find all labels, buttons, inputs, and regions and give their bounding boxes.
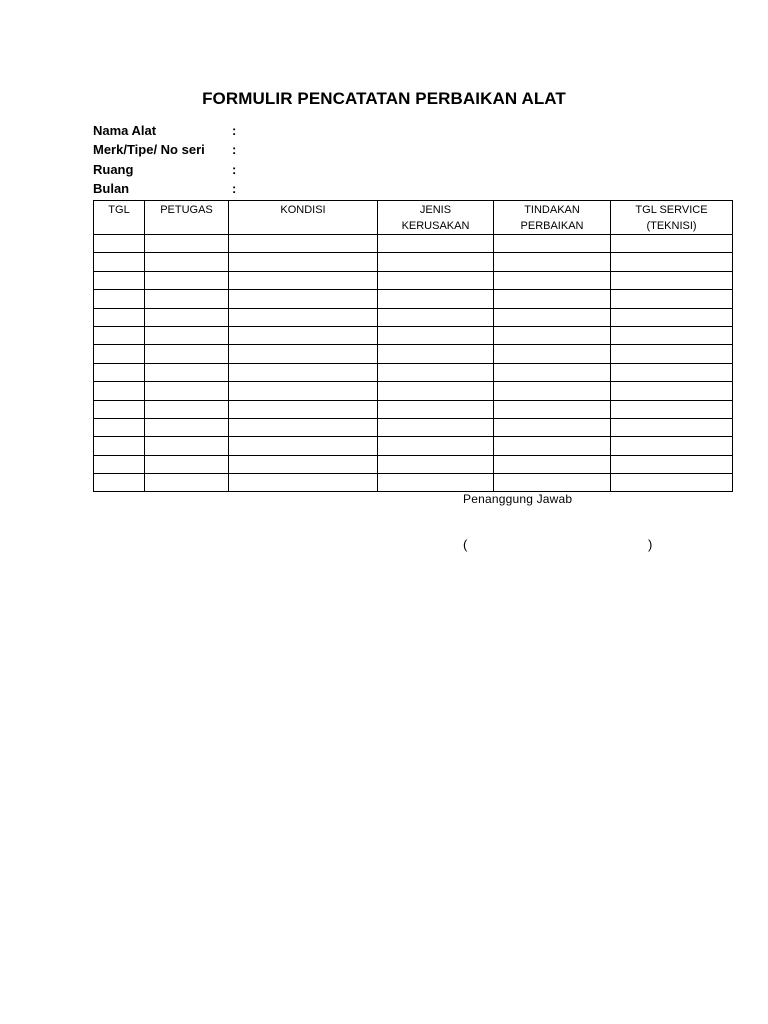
table-cell[interactable] xyxy=(94,345,145,363)
table-cell[interactable] xyxy=(229,271,378,289)
field-label: Nama Alat xyxy=(93,123,157,138)
table-row xyxy=(94,474,733,492)
table-cell[interactable] xyxy=(494,418,611,436)
table-cell[interactable] xyxy=(145,382,229,400)
table-cell[interactable] xyxy=(378,363,494,381)
form-title: FORMULIR PENCATATAN PERBAIKAN ALAT xyxy=(202,89,566,108)
table-cell[interactable] xyxy=(145,455,229,473)
table-cell[interactable] xyxy=(94,474,145,492)
table-cell[interactable] xyxy=(611,418,733,436)
table-cell[interactable] xyxy=(378,271,494,289)
header-line: KERUSAKAN xyxy=(401,220,470,232)
column-header-tgl-service xyxy=(611,201,733,235)
table-row xyxy=(94,363,733,381)
table-cell[interactable] xyxy=(378,382,494,400)
table-cell[interactable] xyxy=(378,253,494,271)
header-line: TGL SERVICE xyxy=(635,204,708,216)
table-cell[interactable] xyxy=(94,382,145,400)
table-cell[interactable] xyxy=(494,308,611,326)
header-line: KONDISI xyxy=(280,204,326,216)
table-cell[interactable] xyxy=(145,308,229,326)
table-cell[interactable] xyxy=(378,290,494,308)
table-cell[interactable] xyxy=(145,363,229,381)
table-cell[interactable] xyxy=(229,363,378,381)
header-line: PETUGAS xyxy=(160,204,213,216)
table-cell[interactable] xyxy=(611,326,733,344)
table-cell[interactable] xyxy=(145,345,229,363)
table-cell[interactable] xyxy=(378,474,494,492)
table-cell[interactable] xyxy=(611,308,733,326)
table-cell[interactable] xyxy=(611,253,733,271)
table-cell[interactable] xyxy=(229,345,378,363)
field-label: Merk/Tipe/ No seri xyxy=(93,142,205,158)
table-cell[interactable] xyxy=(229,326,378,344)
table-cell[interactable] xyxy=(378,418,494,436)
table-cell[interactable] xyxy=(229,455,378,473)
table-cell[interactable] xyxy=(378,308,494,326)
table-cell[interactable] xyxy=(94,326,145,344)
table-cell[interactable] xyxy=(94,290,145,308)
table-cell[interactable] xyxy=(611,345,733,363)
table-body xyxy=(94,235,733,492)
table-cell[interactable] xyxy=(611,474,733,492)
table-cell[interactable] xyxy=(494,345,611,363)
table-cell[interactable] xyxy=(229,253,378,271)
table-row xyxy=(94,345,733,363)
table-cell[interactable] xyxy=(611,382,733,400)
table-cell[interactable] xyxy=(229,382,378,400)
table-cell[interactable] xyxy=(145,290,229,308)
table-cell[interactable] xyxy=(94,400,145,418)
table-cell[interactable] xyxy=(145,235,229,253)
header-line: JENIS xyxy=(419,204,452,216)
table-cell[interactable] xyxy=(611,271,733,289)
table-cell[interactable] xyxy=(494,253,611,271)
table-cell[interactable] xyxy=(94,418,145,436)
table-cell[interactable] xyxy=(378,400,494,418)
table-cell[interactable] xyxy=(145,253,229,271)
field-label: Bulan xyxy=(93,180,130,196)
table-cell[interactable] xyxy=(94,437,145,455)
table-cell[interactable] xyxy=(94,271,145,289)
table-cell[interactable] xyxy=(611,400,733,418)
header-line: (TEKNISI) xyxy=(646,220,697,232)
table-row xyxy=(94,290,733,308)
table-cell[interactable] xyxy=(611,437,733,455)
table-header-row xyxy=(94,201,733,235)
table-cell[interactable] xyxy=(494,474,611,492)
table-row xyxy=(94,326,733,344)
field-separator: : xyxy=(232,142,237,158)
table-cell[interactable] xyxy=(229,400,378,418)
table-cell[interactable] xyxy=(378,235,494,253)
table-cell[interactable] xyxy=(378,345,494,363)
table-cell[interactable] xyxy=(494,455,611,473)
table-cell[interactable] xyxy=(611,235,733,253)
column-header-tgl xyxy=(94,201,145,235)
table-cell[interactable] xyxy=(611,455,733,473)
table-cell[interactable] xyxy=(494,271,611,289)
table-cell[interactable] xyxy=(229,235,378,253)
table-cell[interactable] xyxy=(229,290,378,308)
header-line: PERBAIKAN xyxy=(520,220,584,232)
table-row xyxy=(94,455,733,473)
table-cell[interactable] xyxy=(378,326,494,344)
table-cell[interactable] xyxy=(494,382,611,400)
table-row xyxy=(94,271,733,289)
signature-close-paren: ) xyxy=(648,537,653,552)
table-row xyxy=(94,382,733,400)
table-cell[interactable] xyxy=(145,400,229,418)
repair-log-table xyxy=(93,200,733,492)
column-header-tindakan-perbaikan xyxy=(494,201,611,235)
table-cell[interactable] xyxy=(494,400,611,418)
table-row xyxy=(94,437,733,455)
table-cell[interactable] xyxy=(145,271,229,289)
table-cell[interactable] xyxy=(94,235,145,253)
field-separator: : xyxy=(232,180,237,196)
signature-open-paren: ( xyxy=(463,537,468,552)
table-row xyxy=(94,235,733,253)
column-header-petugas xyxy=(145,201,229,235)
table-cell[interactable] xyxy=(229,474,378,492)
header-line: TGL xyxy=(108,204,130,216)
table-cell[interactable] xyxy=(378,455,494,473)
table-cell[interactable] xyxy=(94,363,145,381)
table-cell[interactable] xyxy=(145,437,229,455)
table-cell[interactable] xyxy=(145,474,229,492)
field-label: Ruang xyxy=(93,161,134,177)
table-cell[interactable] xyxy=(378,437,494,455)
table-cell[interactable] xyxy=(494,326,611,344)
table-cell[interactable] xyxy=(611,290,733,308)
table-cell[interactable] xyxy=(94,455,145,473)
table-cell[interactable] xyxy=(229,437,378,455)
field-separator: : xyxy=(232,123,237,138)
table-row xyxy=(94,400,733,418)
table-cell[interactable] xyxy=(494,235,611,253)
table-cell[interactable] xyxy=(494,363,611,381)
table-cell[interactable] xyxy=(145,418,229,436)
table-cell[interactable] xyxy=(494,437,611,455)
table-cell[interactable] xyxy=(229,418,378,436)
column-header-jenis-kerusakan xyxy=(378,201,494,235)
header-line: TINDAKAN xyxy=(524,204,580,216)
field-separator: : xyxy=(232,161,237,177)
table-row xyxy=(94,418,733,436)
signature-label: Penanggung Jawab xyxy=(463,492,573,506)
column-header-kondisi xyxy=(229,201,378,235)
table-row xyxy=(94,253,733,271)
table-cell[interactable] xyxy=(494,290,611,308)
table-cell[interactable] xyxy=(611,363,733,381)
table-cell[interactable] xyxy=(94,308,145,326)
table-cell[interactable] xyxy=(229,308,378,326)
table-cell[interactable] xyxy=(145,326,229,344)
table-cell[interactable] xyxy=(94,253,145,271)
table-row xyxy=(94,308,733,326)
